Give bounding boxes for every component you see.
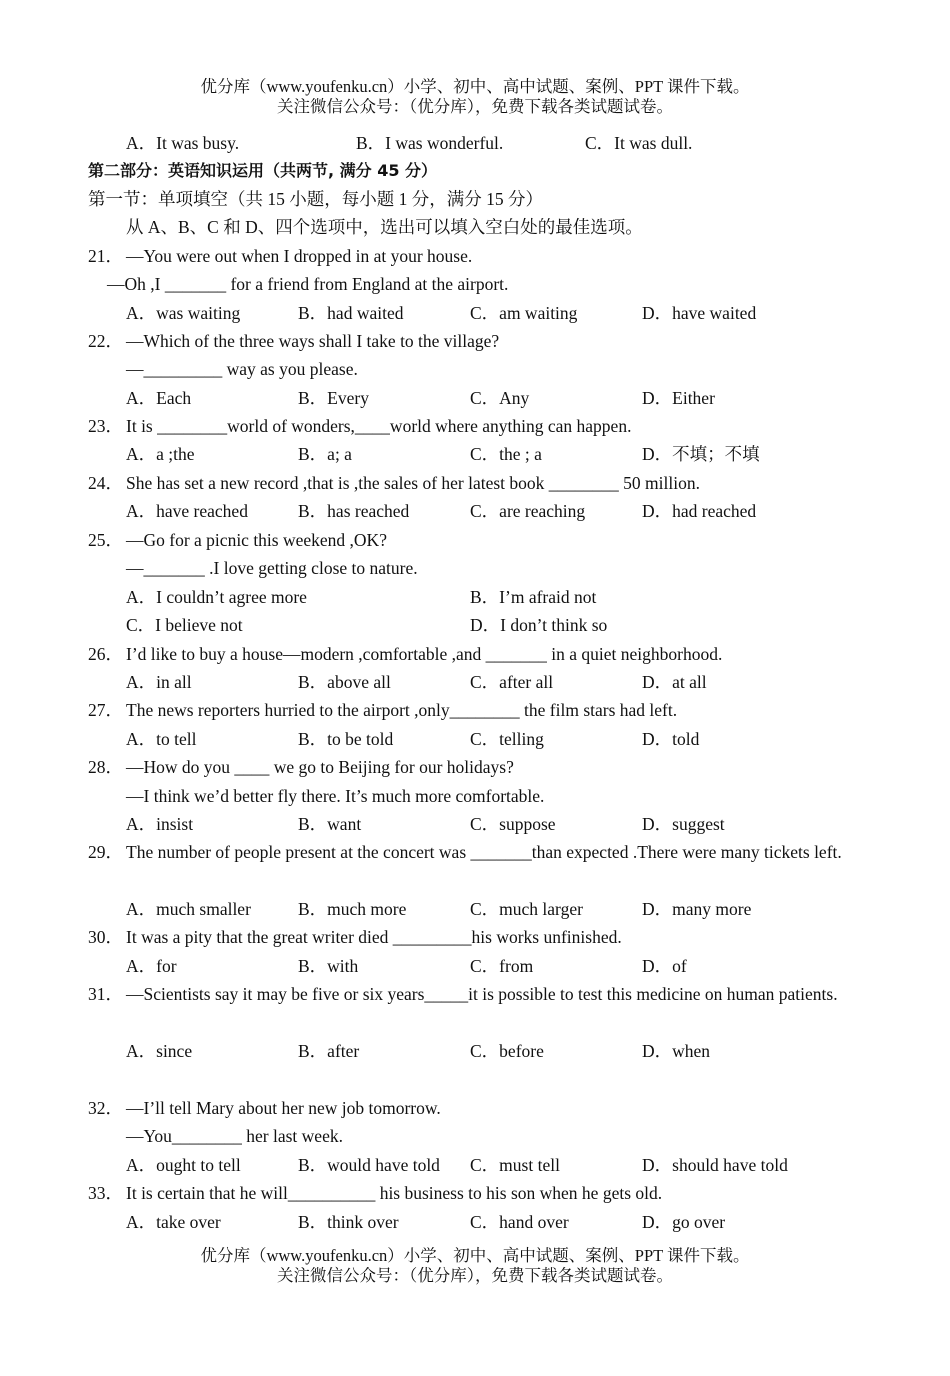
option-a: A．I couldn’t agree more: [126, 587, 307, 607]
footer-line-2: 关注微信公众号：（优分库），免费下载各类试题试卷。: [277, 1266, 673, 1285]
option-d: D．go over: [642, 1212, 726, 1232]
question-number: 22．: [88, 331, 123, 351]
option-c: C．before: [470, 1041, 544, 1061]
option-c: C．the ; a: [470, 444, 542, 464]
question-stem: It was a pity that the great writer died _________his works unfinished.: [126, 927, 622, 947]
option-b: B．would have told: [298, 1155, 440, 1175]
option-b: B．I’m afraid not: [470, 587, 597, 607]
question-number: 25．: [88, 530, 123, 550]
option-b: B．has reached: [298, 501, 410, 521]
part-title: 第二部分：英语知识运用（共两节, 满分 45 分）: [88, 161, 438, 180]
option-b: B．after: [298, 1041, 360, 1061]
section-subtitle: 第一节：单项填空（共 15 小题，每小题 1 分，满分 15 分）: [88, 189, 543, 209]
prev-option-a: A．It was busy.: [126, 133, 240, 153]
option-a: A．since: [126, 1041, 193, 1061]
option-d: D．had reached: [642, 501, 757, 521]
question-wrapped: [88, 838, 861, 867]
question-stem: The number of people present at the concert was _______than expected .There were many tickets left.: [126, 842, 842, 862]
question-stem: —Which of the three ways shall I take to the village?: [126, 331, 500, 351]
option-c: C．Any: [470, 388, 530, 408]
option-a: A．ought to tell: [126, 1155, 241, 1175]
question-stem: I’d like to buy a house—modern ,comfortable ,and _______ in a quiet neighborhood.: [126, 644, 723, 664]
option-a: A．for: [126, 956, 177, 976]
option-d: D．of: [642, 956, 687, 976]
question-stem: It is ________world of wonders,____world where anything can happen.: [126, 416, 632, 436]
question-stem: —Oh ,I _______ for a friend from England at the airport.: [107, 274, 509, 294]
question-stem: The news reporters hurried to the airport ,only________ the film stars had left.: [126, 700, 678, 720]
question-stem: It is certain that he will__________ his business to his son when he gets old.: [126, 1183, 663, 1203]
question-stem: —_______ .I love getting close to nature.: [126, 558, 418, 578]
question-number: 30．: [88, 927, 123, 947]
option-a: A．was waiting: [126, 303, 241, 323]
option-c: C．I believe not: [126, 615, 243, 635]
prev-option-b: B．I was wonderful.: [356, 133, 504, 153]
question-number: 28．: [88, 757, 123, 777]
option-c: C．must tell: [470, 1155, 560, 1175]
header-line-1: 优分库（www.youfenku.cn）小学、初中、高中试题、案例、PPT 课件下载。: [200, 77, 750, 96]
option-d: D．have waited: [642, 303, 757, 323]
option-a: A．Each: [126, 388, 192, 408]
option-d: D．Either: [642, 388, 715, 408]
option-b: B．had waited: [298, 303, 404, 323]
question-stem: —_________ way as you please.: [126, 359, 358, 379]
question-number: 32．: [88, 1098, 123, 1118]
option-a: A．insist: [126, 814, 194, 834]
question-stem: —Scientists say it may be five or six years_____it is possible to test this medicine on human patients.: [126, 984, 838, 1004]
option-d: D．不填；不填: [642, 444, 760, 464]
question-stem: —I’ll tell Mary about her new job tomorrow.: [126, 1098, 441, 1118]
option-b: B．much more: [298, 899, 407, 919]
option-c: C．am waiting: [470, 303, 578, 323]
option-c: C．after all: [470, 672, 554, 692]
option-a: A．in all: [126, 672, 192, 692]
option-c: C．telling: [470, 729, 544, 749]
question-wrapped: [88, 980, 861, 1009]
option-a: A．to tell: [126, 729, 197, 749]
question-number: 31．: [88, 984, 123, 1004]
question-stem: She has set a new record ,that is ,the sales of her latest book ________ 50 million.: [126, 473, 700, 493]
option-b: B．with: [298, 956, 359, 976]
question-stem: —Go for a picnic this weekend ,OK?: [126, 530, 387, 550]
page-footer: [0, 1246, 950, 1286]
question-number: 27．: [88, 700, 123, 720]
footer-line-1: 优分库（www.youfenku.cn）小学、初中、高中试题、案例、PPT 课件下载。: [200, 1246, 750, 1265]
option-c: C．much larger: [470, 899, 583, 919]
option-a: A．much smaller: [126, 899, 251, 919]
option-a: A．a ;the: [126, 444, 195, 464]
question-number: 29．: [88, 842, 123, 862]
option-d: D．at all: [642, 672, 707, 692]
option-b: B．think over: [298, 1212, 399, 1232]
option-b: B．want: [298, 814, 362, 834]
option-c: C．hand over: [470, 1212, 569, 1232]
option-c: C．suppose: [470, 814, 556, 834]
option-c: C．from: [470, 956, 534, 976]
option-b: B．Every: [298, 388, 369, 408]
question-number: 21．: [88, 246, 123, 266]
question-number: 33．: [88, 1183, 123, 1203]
question-stem: —You were out when I dropped in at your house.: [126, 246, 473, 266]
option-d: D．many more: [642, 899, 752, 919]
option-b: B．to be told: [298, 729, 394, 749]
instruction: 从 A、B、C 和 D、四个选项中，选出可以填入空白处的最佳选项。: [126, 217, 643, 237]
option-a: A．take over: [126, 1212, 221, 1232]
question-stem: —I think we’d better fly there. It’s much more comfortable.: [126, 786, 545, 806]
option-d: D．suggest: [642, 814, 725, 834]
question-stem: —You________ her last week.: [126, 1126, 343, 1146]
option-d: D．when: [642, 1041, 711, 1061]
option-d: D．should have told: [642, 1155, 788, 1175]
header-line-2: 关注微信公众号：（优分库），免费下载各类试题试卷。: [277, 97, 673, 116]
question-stem: —How do you ____ we go to Beijing for our holidays?: [126, 757, 514, 777]
question-number: 26．: [88, 644, 123, 664]
option-c: C．are reaching: [470, 501, 586, 521]
option-d: D．told: [642, 729, 700, 749]
option-b: B．a; a: [298, 444, 352, 464]
option-d: D．I don’t think so: [470, 615, 608, 635]
question-number: 23．: [88, 416, 123, 436]
prev-option-c: C．It was dull.: [585, 133, 693, 153]
option-b: B．above all: [298, 672, 391, 692]
question-number: 24．: [88, 473, 123, 493]
page-header: [0, 77, 950, 117]
option-a: A．have reached: [126, 501, 248, 521]
